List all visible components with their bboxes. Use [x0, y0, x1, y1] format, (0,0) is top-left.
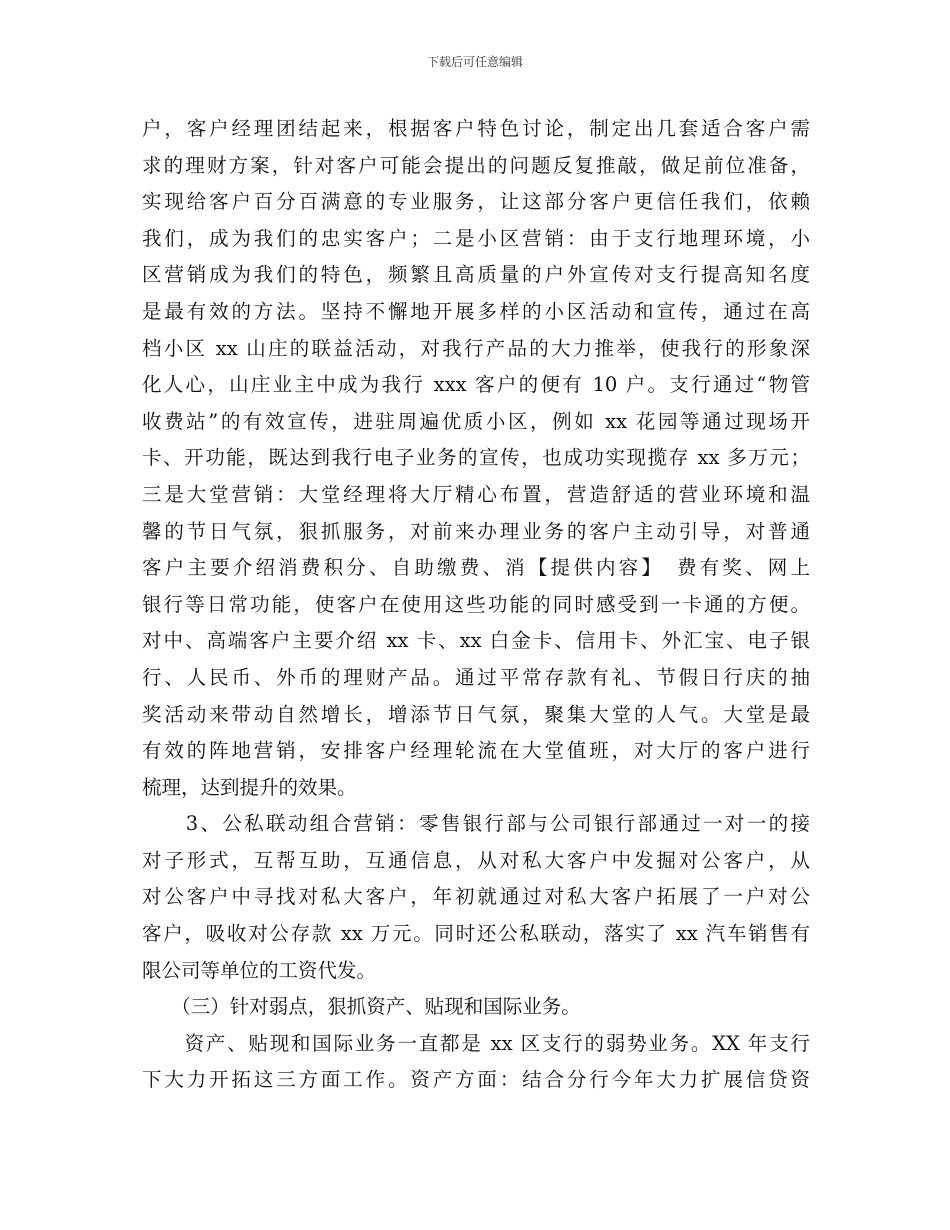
text-line: 客户，吸收对公存款 xx 万元。同时还公私联动，落实了 xx 汽车销售有	[142, 922, 810, 946]
text-line: 限公司等单位的工资代发。	[142, 958, 377, 982]
text-line: 行、人民币、外币的理财产品。通过平常存款有礼、节假日行庆的抽	[142, 665, 810, 689]
section-heading: （三）针对弱点，狠抓资产、贴现和国际业务。	[142, 995, 581, 1019]
text-line: 3、公私联动组合营销：零售银行部与公司银行部通过一对一的接	[142, 812, 810, 836]
text-line: 化人心，山庄业主中成为我行 xxx 客户的便有 10 户。支行通过“物管	[142, 373, 810, 397]
text-line: 下大力开拓这三方面工作。资产方面：结合分行今年大力扩展信贷资	[142, 1068, 810, 1092]
text-line: 收费站”的有效宣传，进驻周遍优质小区，例如 xx 花园等通过现场开	[142, 409, 810, 433]
text-line: 对公客户中寻找对私大客户，年初就通过对私大客户拓展了一户对公	[142, 885, 810, 909]
document-body	[142, 111, 810, 1099]
text-line: 求的理财方案，针对客户可能会提出的问题反复推敲，做足前位准备，	[142, 153, 810, 177]
text-line: 银行等日常功能，使客户在使用这些功能的同时感受到一卡通的方便。	[142, 592, 810, 616]
text-line: 区营销成为我们的特色，频繁且高质量的户外宣传对支行提高知名度	[142, 263, 810, 287]
text-line: 卡、开功能，既达到我行电子业务的宣传，也成功实现揽存 xx 多万元；	[142, 446, 810, 470]
text-line: 馨的节日气氛，狠抓服务，对前来办理业务的客户主动引导，对普通	[142, 519, 810, 543]
text-line: 实现给客户百分百满意的专业服务，让这部分客户更信任我们，依赖	[142, 190, 810, 214]
text-line: 客户主要介绍消费积分、自助缴费、消【提供内容】 费有奖、网上	[142, 556, 810, 580]
text-line: 户，客户经理团结起来，根据客户特色讨论，制定出几套适合客户需	[142, 117, 810, 140]
text-line: 资产、贴现和国际业务一直都是 xx 区支行的弱势业务。XX 年支行	[142, 1031, 810, 1055]
text-line: 有效的阵地营销，安排客户经理轮流在大堂值班，对大厅的客户进行	[142, 739, 810, 763]
text-line: 档小区 xx 山庄的联益活动，对我行产品的大力推举，使我行的形象深	[142, 336, 810, 360]
page-header: 下载后可任意编辑	[426, 55, 523, 69]
text-line: 我们，成为我们的忠实客户；二是小区营销：由于支行地理环境，小	[142, 226, 810, 250]
text-line: 是最有效的方法。坚持不懈地开展多样的小区活动和宣传，通过在高	[142, 299, 810, 323]
text-line: 梳理，达到提升的效果。	[142, 775, 357, 799]
text-line: 对子形式，互帮互助，互通信息，从对私大客户中发掘对公客户，从	[142, 848, 810, 872]
text-line: 对中、高端客户主要介绍 xx 卡、xx 白金卡、信用卡、外汇宝、电子银	[142, 629, 810, 653]
text-line: 三是大堂营销：大堂经理将大厅精心布置，营造舒适的营业环境和温	[142, 482, 810, 506]
text-line: 奖活动来带动自然增长，增添节日气氛，聚集大堂的人气。大堂是最	[142, 702, 810, 726]
